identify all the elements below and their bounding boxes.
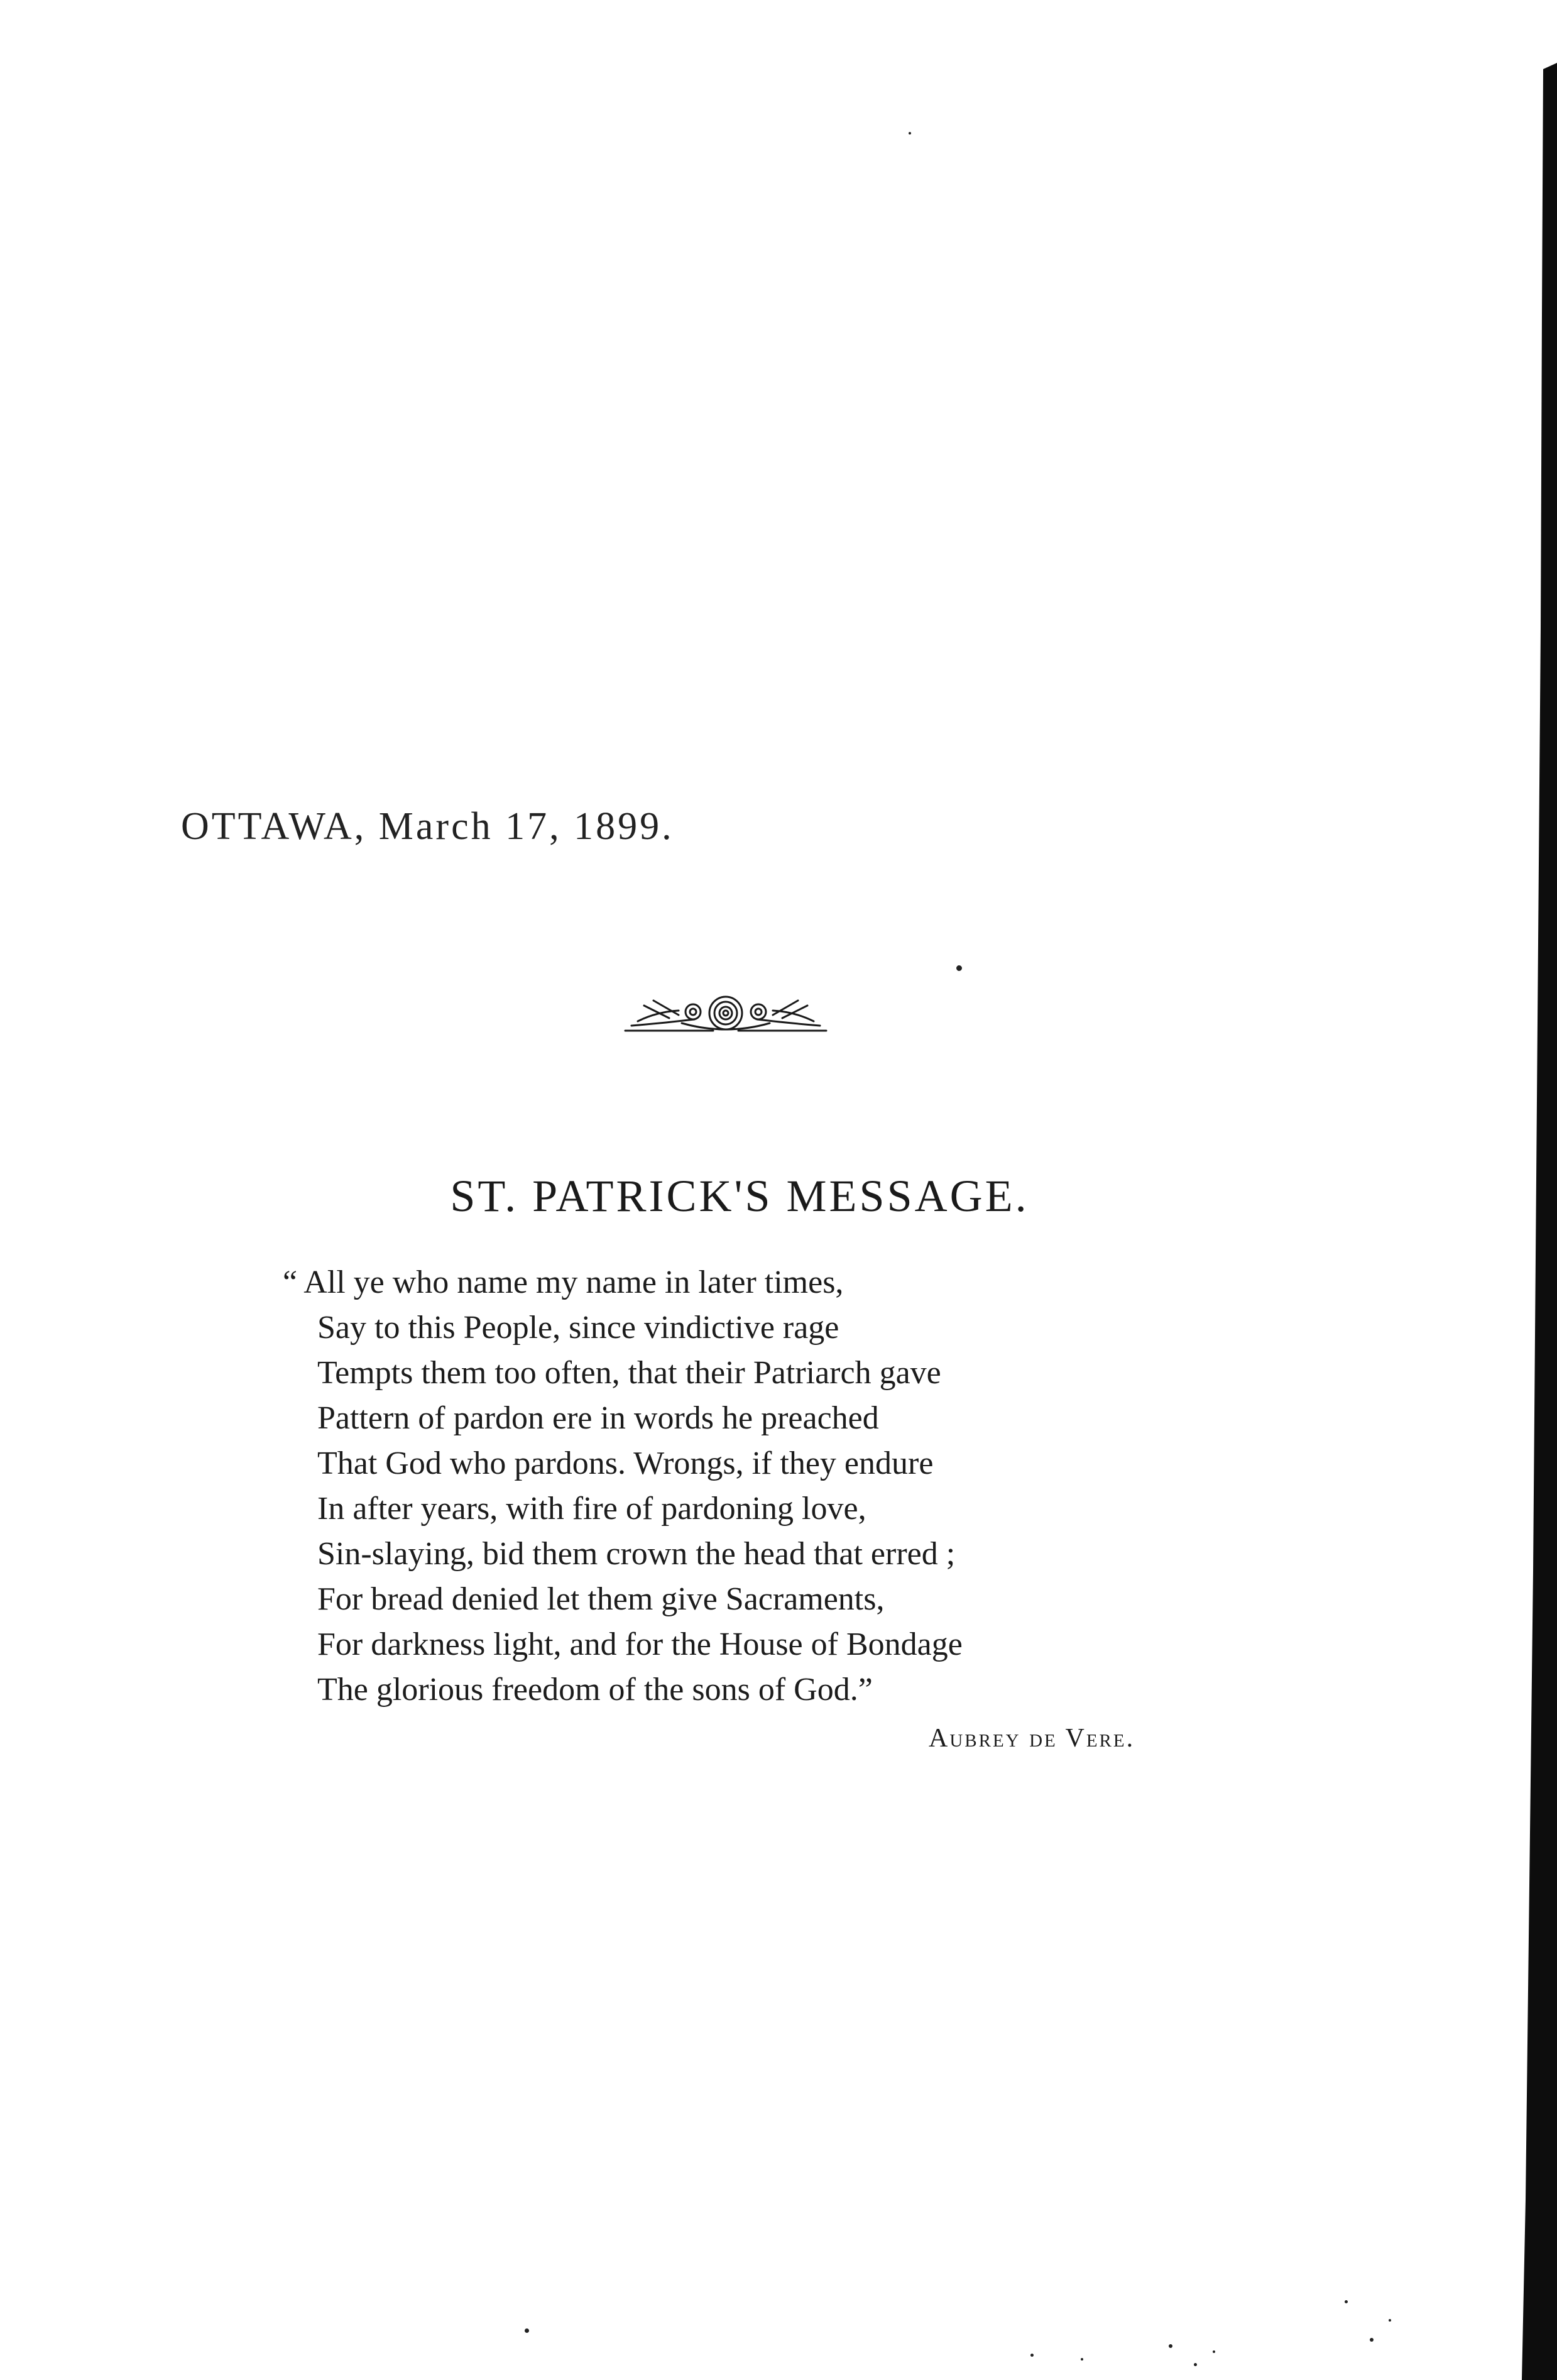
scan-speck [1213,2350,1215,2353]
scan-speck [1169,2344,1172,2348]
poem-line-7: Sin-slaying, bid them crown the head that erred ; [317,1536,956,1572]
poem-body [283,1260,963,1713]
scan-speck [956,965,962,971]
poem-line-1: “ All ye who name my name in later times, [283,1264,844,1300]
page-binding-edge [1513,0,1557,2380]
poem-line-2: Say to this People, since vindictive rage [317,1310,839,1346]
scan-speck [1081,2358,1083,2361]
poem-line-9: For darkness light, and for the House of Bondage [317,1626,963,1662]
scan-speck [909,132,911,134]
poem-line-3: Tempts them too often, that their Patriarch gave [317,1355,941,1391]
poem-line-4: Pattern of pardon ere in words he preached [317,1400,879,1436]
scan-speck [1030,2354,1034,2357]
poem-line-8: For bread denied let them give Sacraments, [317,1581,885,1617]
dateline-fragment [181,805,674,861]
poem-title-text: ST. PATRICK'S MESSAGE. [450,1171,1029,1221]
poem-line-5: That God who pardons. Wrongs, if they endure [317,1445,934,1481]
dateline-text: OTTAWA, March 17, 1899. [181,805,674,848]
poem-title [0,1170,1557,1222]
scan-speck [1370,2338,1374,2342]
poem-line-6: In after years, with fire of pardoning love, [317,1491,866,1527]
scan-speck [1194,2363,1197,2366]
scan-speck [525,2328,529,2333]
scan-speck [1389,2319,1391,2322]
scroll-ornament-icon [619,987,833,1037]
poem-author: Aubrey de Vere. [929,1724,1135,1753]
scan-speck [1345,2300,1348,2303]
poem-line-10: The glorious freedom of the sons of God.” [317,1672,873,1708]
